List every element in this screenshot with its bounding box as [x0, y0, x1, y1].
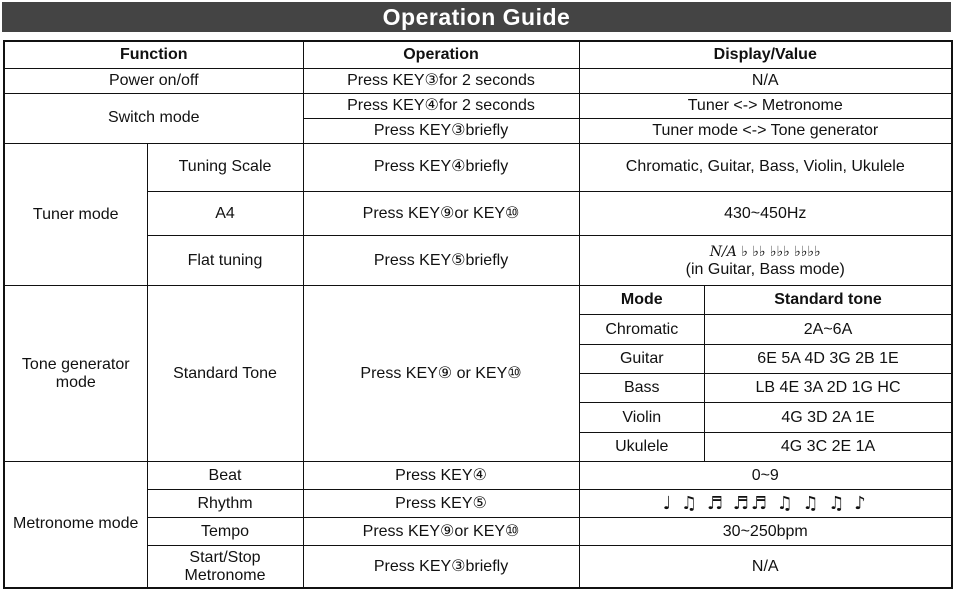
tone-mode: Guitar: [580, 344, 705, 373]
page-title: Operation Guide: [382, 3, 571, 30]
tuning-scale-label: Tuning Scale: [147, 143, 303, 191]
switch-display-2: Tuner mode <-> Tone generator: [579, 118, 952, 143]
start-stop-label: Start/Stop Metronome: [147, 546, 303, 588]
power-display: N/A: [579, 68, 952, 93]
tuner-row-scale: [4, 143, 952, 191]
standard-tone-table: [580, 286, 952, 461]
tone-header: Standard tone: [705, 286, 952, 315]
a4-label: A4: [147, 192, 303, 236]
tempo-operation: Press KEY⑨or KEY⑩: [303, 518, 579, 546]
title-banner: [2, 2, 951, 32]
power-function: Power on/off: [4, 68, 303, 93]
tone-row: [580, 432, 952, 461]
beat-display: 0~9: [579, 461, 952, 489]
beat-operation: Press KEY④: [303, 461, 579, 489]
tone-row: [580, 374, 952, 403]
guide-table-wrapper: [3, 40, 951, 589]
metronome-row-rhythm: [4, 490, 952, 518]
operation-guide-table: [3, 40, 953, 589]
tuner-group-label: Tuner mode: [4, 143, 147, 286]
tuning-scale-operation: Press KEY④briefly: [303, 143, 579, 191]
beat-label: Beat: [147, 461, 303, 489]
display-header: Display/Value: [579, 41, 952, 68]
tuning-scale-display: Chromatic, Guitar, Bass, Violin, Ukulele: [579, 143, 952, 191]
power-operation: Press KEY③for 2 seconds: [303, 68, 579, 93]
tone-value: LB 4E 3A 2D 1G HC: [705, 374, 952, 403]
flat-tuning-label: Flat tuning: [147, 236, 303, 286]
tone-value: 4G 3D 2A 1E: [705, 403, 952, 432]
standard-tone-operation: Press KEY⑨ or KEY⑩: [303, 286, 579, 462]
switch-operation-2: Press KEY③briefly: [303, 118, 579, 143]
rhythm-operation: Press KEY⑤: [303, 490, 579, 518]
start-stop-operation: Press KEY③briefly: [303, 546, 579, 588]
a4-display: 430~450Hz: [579, 192, 952, 236]
tone-header-row: [580, 286, 952, 315]
flat-tuning-operation: Press KEY⑤briefly: [303, 236, 579, 286]
metronome-row-tempo: [4, 518, 952, 546]
tone-mode: Chromatic: [580, 315, 705, 344]
flat-tuning-display: [579, 236, 952, 286]
switch-display-1: Tuner <-> Metronome: [579, 93, 952, 118]
tone-row: [580, 403, 952, 432]
function-header: Function: [4, 41, 303, 68]
tone-mode: Ukulele: [580, 432, 705, 461]
tone-value: 4G 3C 2E 1A: [705, 432, 952, 461]
switch-function: Switch mode: [4, 93, 303, 143]
tone-generator-row: [4, 286, 952, 462]
standard-tone-label: Standard Tone: [147, 286, 303, 462]
rhythm-label: Rhythm: [147, 490, 303, 518]
operation-header: Operation: [303, 41, 579, 68]
tone-row: [580, 315, 952, 344]
tuner-row-flat: [4, 236, 952, 286]
start-stop-display: N/A: [579, 546, 952, 588]
flat-symbols: N/A ♭ ♭♭ ♭♭♭ ♭♭♭♭: [709, 243, 821, 260]
flat-note: (in Guitar, Bass mode): [685, 260, 845, 278]
power-row: [4, 68, 952, 93]
switch-row-1: [4, 93, 952, 118]
tuner-row-a4: [4, 192, 952, 236]
standard-tone-table-cell: [579, 286, 952, 462]
metronome-group-label: Metronome mode: [4, 461, 147, 588]
metronome-row-startstop: [4, 546, 952, 588]
mode-header: Mode: [580, 286, 705, 315]
tempo-label: Tempo: [147, 518, 303, 546]
rhythm-note-icons: ♩ ♫ ♬ ♬♬ ♫ ♫ ♫ ♪: [579, 490, 952, 518]
tone-mode: Violin: [580, 403, 705, 432]
tone-group-label: Tone generator mode: [4, 286, 147, 462]
tone-value: 6E 5A 4D 3G 2B 1E: [705, 344, 952, 373]
tone-value: 2A~6A: [705, 315, 952, 344]
switch-operation-1: Press KEY④for 2 seconds: [303, 93, 579, 118]
tone-mode: Bass: [580, 374, 705, 403]
tempo-display: 30~250bpm: [579, 518, 952, 546]
tone-row: [580, 344, 952, 373]
a4-operation: Press KEY⑨or KEY⑩: [303, 192, 579, 236]
header-row: [4, 41, 952, 68]
metronome-row-beat: [4, 461, 952, 489]
